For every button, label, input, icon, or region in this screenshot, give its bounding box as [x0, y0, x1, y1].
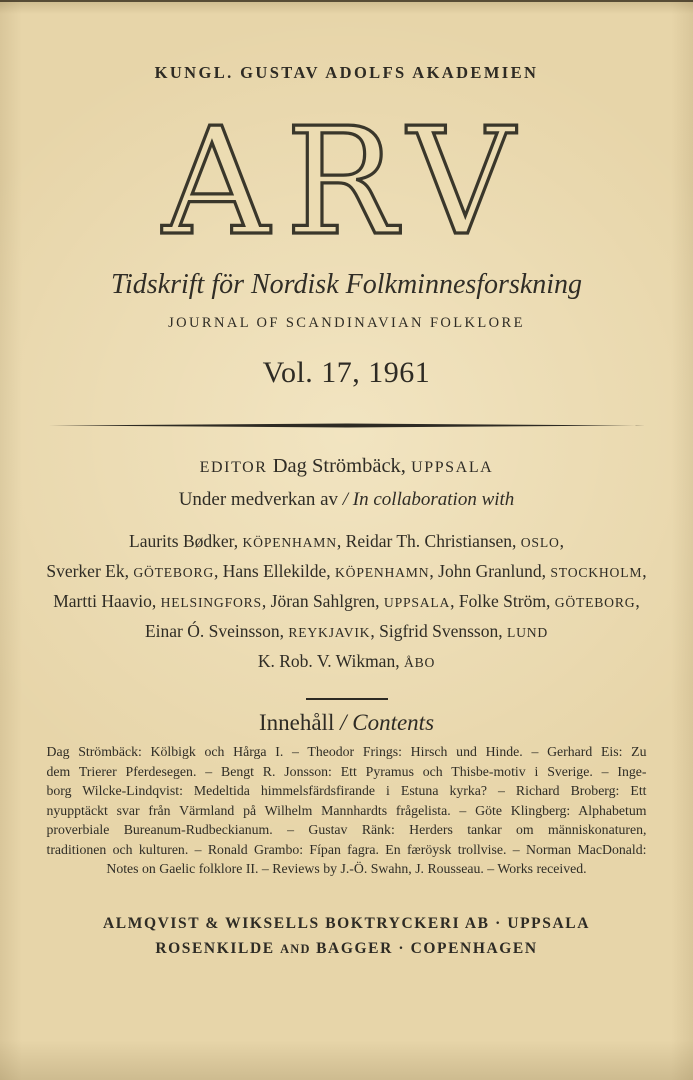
text-segment: , John Granlund,	[429, 561, 551, 581]
smallcaps-text: GÖTEBORG	[554, 595, 636, 610]
text-segment: , Jöran Sahlgren,	[261, 591, 384, 611]
smallcaps-text: EDITOR	[199, 459, 268, 476]
text-segment: , Reidar Th. Christiansen,	[336, 531, 521, 551]
contents-text-line: proverbiale Bureanum-Rudbeckianum. – Gustav Ränk: Herders tankar om människonaturen,	[46, 822, 647, 837]
contents-text-line: Dag Strömbäck: Kölbigk och Hårga I. – Theodor Frings: Hirsch und Hinde. – Gerhard Eis: Zu	[46, 744, 647, 759]
text-segment: Contents	[352, 710, 435, 735]
collaborator-line	[0, 647, 693, 677]
text-segment: Under medverkan av	[178, 489, 343, 510]
arv-logo-text: ARV	[162, 96, 531, 268]
contents-heading	[0, 710, 693, 736]
contents-summary	[47, 742, 647, 879]
smallcaps-text: ÅBO	[403, 655, 436, 670]
contents-text-line: dem Trierer Pferdesegen. – Bengt R. Jonsson: Ett Pyramus och Thisbe-motiv i Sverige. – Inge-	[46, 763, 647, 779]
text-segment: ,	[559, 531, 564, 551]
text-segment: In collaboration with	[352, 489, 515, 510]
smallcaps-text: HELSINGFORS	[160, 595, 262, 610]
collaborator-line	[0, 557, 693, 587]
text-segment: K. Rob. V. Wikman,	[257, 651, 404, 671]
collaborator-line	[0, 527, 693, 557]
contents-divider-rule	[306, 698, 388, 700]
contents-text-line: Notes on Gaelic folklore II. – Reviews by J.-Ö. Swahn, J. Rousseau. – Works received.	[106, 861, 587, 876]
text-segment: ,	[642, 561, 647, 581]
collaborator-line	[0, 587, 693, 617]
smallcaps-text: STOCKHOLM	[550, 565, 643, 580]
text-segment: Einar Ó. Sveinsson,	[144, 621, 289, 641]
text-segment: ,	[635, 591, 640, 611]
smallcaps-text: AND	[280, 941, 311, 956]
text-segment: Sverker Ek,	[46, 561, 134, 581]
scan-edge-shadow	[0, 0, 693, 2]
smallcaps-text: OSLO	[520, 535, 560, 550]
smallcaps-text: GÖTEBORG	[133, 565, 215, 580]
printer-imprint: ALMQVIST & WIKSELLS BOKTRYCKERI AB · UPPSALA	[102, 914, 590, 932]
arv-logo-art	[0, 96, 693, 268]
publisher-imprint	[0, 940, 693, 958]
text-segment: ROSENKILDE	[155, 939, 281, 957]
editor-line	[0, 455, 693, 478]
smallcaps-text: KÖPENHAMN	[242, 535, 337, 550]
text-segment: /	[342, 489, 353, 510]
contents-text-line: borg Wilcke-Lindqvist: Medeltida himmelsfärdsfirande i Estuna kyrka? – Richard Broberg: Ett	[46, 783, 647, 798]
text-segment: Dag Strömbäck,	[267, 455, 412, 477]
text-segment: , Sigfrid Svensson,	[370, 621, 507, 641]
subtitle-swedish: Tidskrift för Nordisk Folkminnesforskning	[110, 269, 583, 300]
text-segment: /	[340, 710, 353, 735]
academy-name: KUNGL. GUSTAV ADOLFS AKADEMIEN	[154, 63, 539, 82]
swelled-divider-rule	[49, 423, 645, 428]
text-segment: BAGGER · COPENHAGEN	[310, 939, 538, 957]
contents-text-line: nyupptäckt svar från Värmland på Wilhelm Mannhardts frågelista. – Göte Klingberg: Alphabetum	[46, 802, 647, 818]
text-segment: , Folke Ström,	[450, 591, 555, 611]
text-segment: Innehåll	[258, 710, 341, 735]
text-segment: Martti Haavio,	[53, 591, 161, 611]
journal-logotype	[0, 96, 693, 268]
collaborator-line	[0, 617, 693, 647]
text-segment: Laurits Bødker,	[129, 531, 243, 551]
smallcaps-text: LUND	[506, 625, 549, 640]
smallcaps-text: REYKJAVIK	[288, 625, 371, 640]
subtitle-english: JOURNAL OF SCANDINAVIAN FOLKLORE	[168, 315, 525, 331]
collaborators-list	[0, 527, 693, 677]
volume-number: Vol. 17, 1961	[262, 356, 431, 389]
smallcaps-text: UPPSALA	[411, 459, 494, 476]
text-segment: , Hans Ellekilde,	[214, 561, 336, 581]
smallcaps-text: UPPSALA	[383, 595, 451, 610]
contents-text-line: traditionen och kulturen. – Ronald Grambo: Fípan fagra. En færöysk trollvise. – Norman MacDonald:	[46, 841, 647, 857]
collaboration-intro	[0, 489, 693, 511]
smallcaps-text: KÖPENHAMN	[335, 565, 430, 580]
